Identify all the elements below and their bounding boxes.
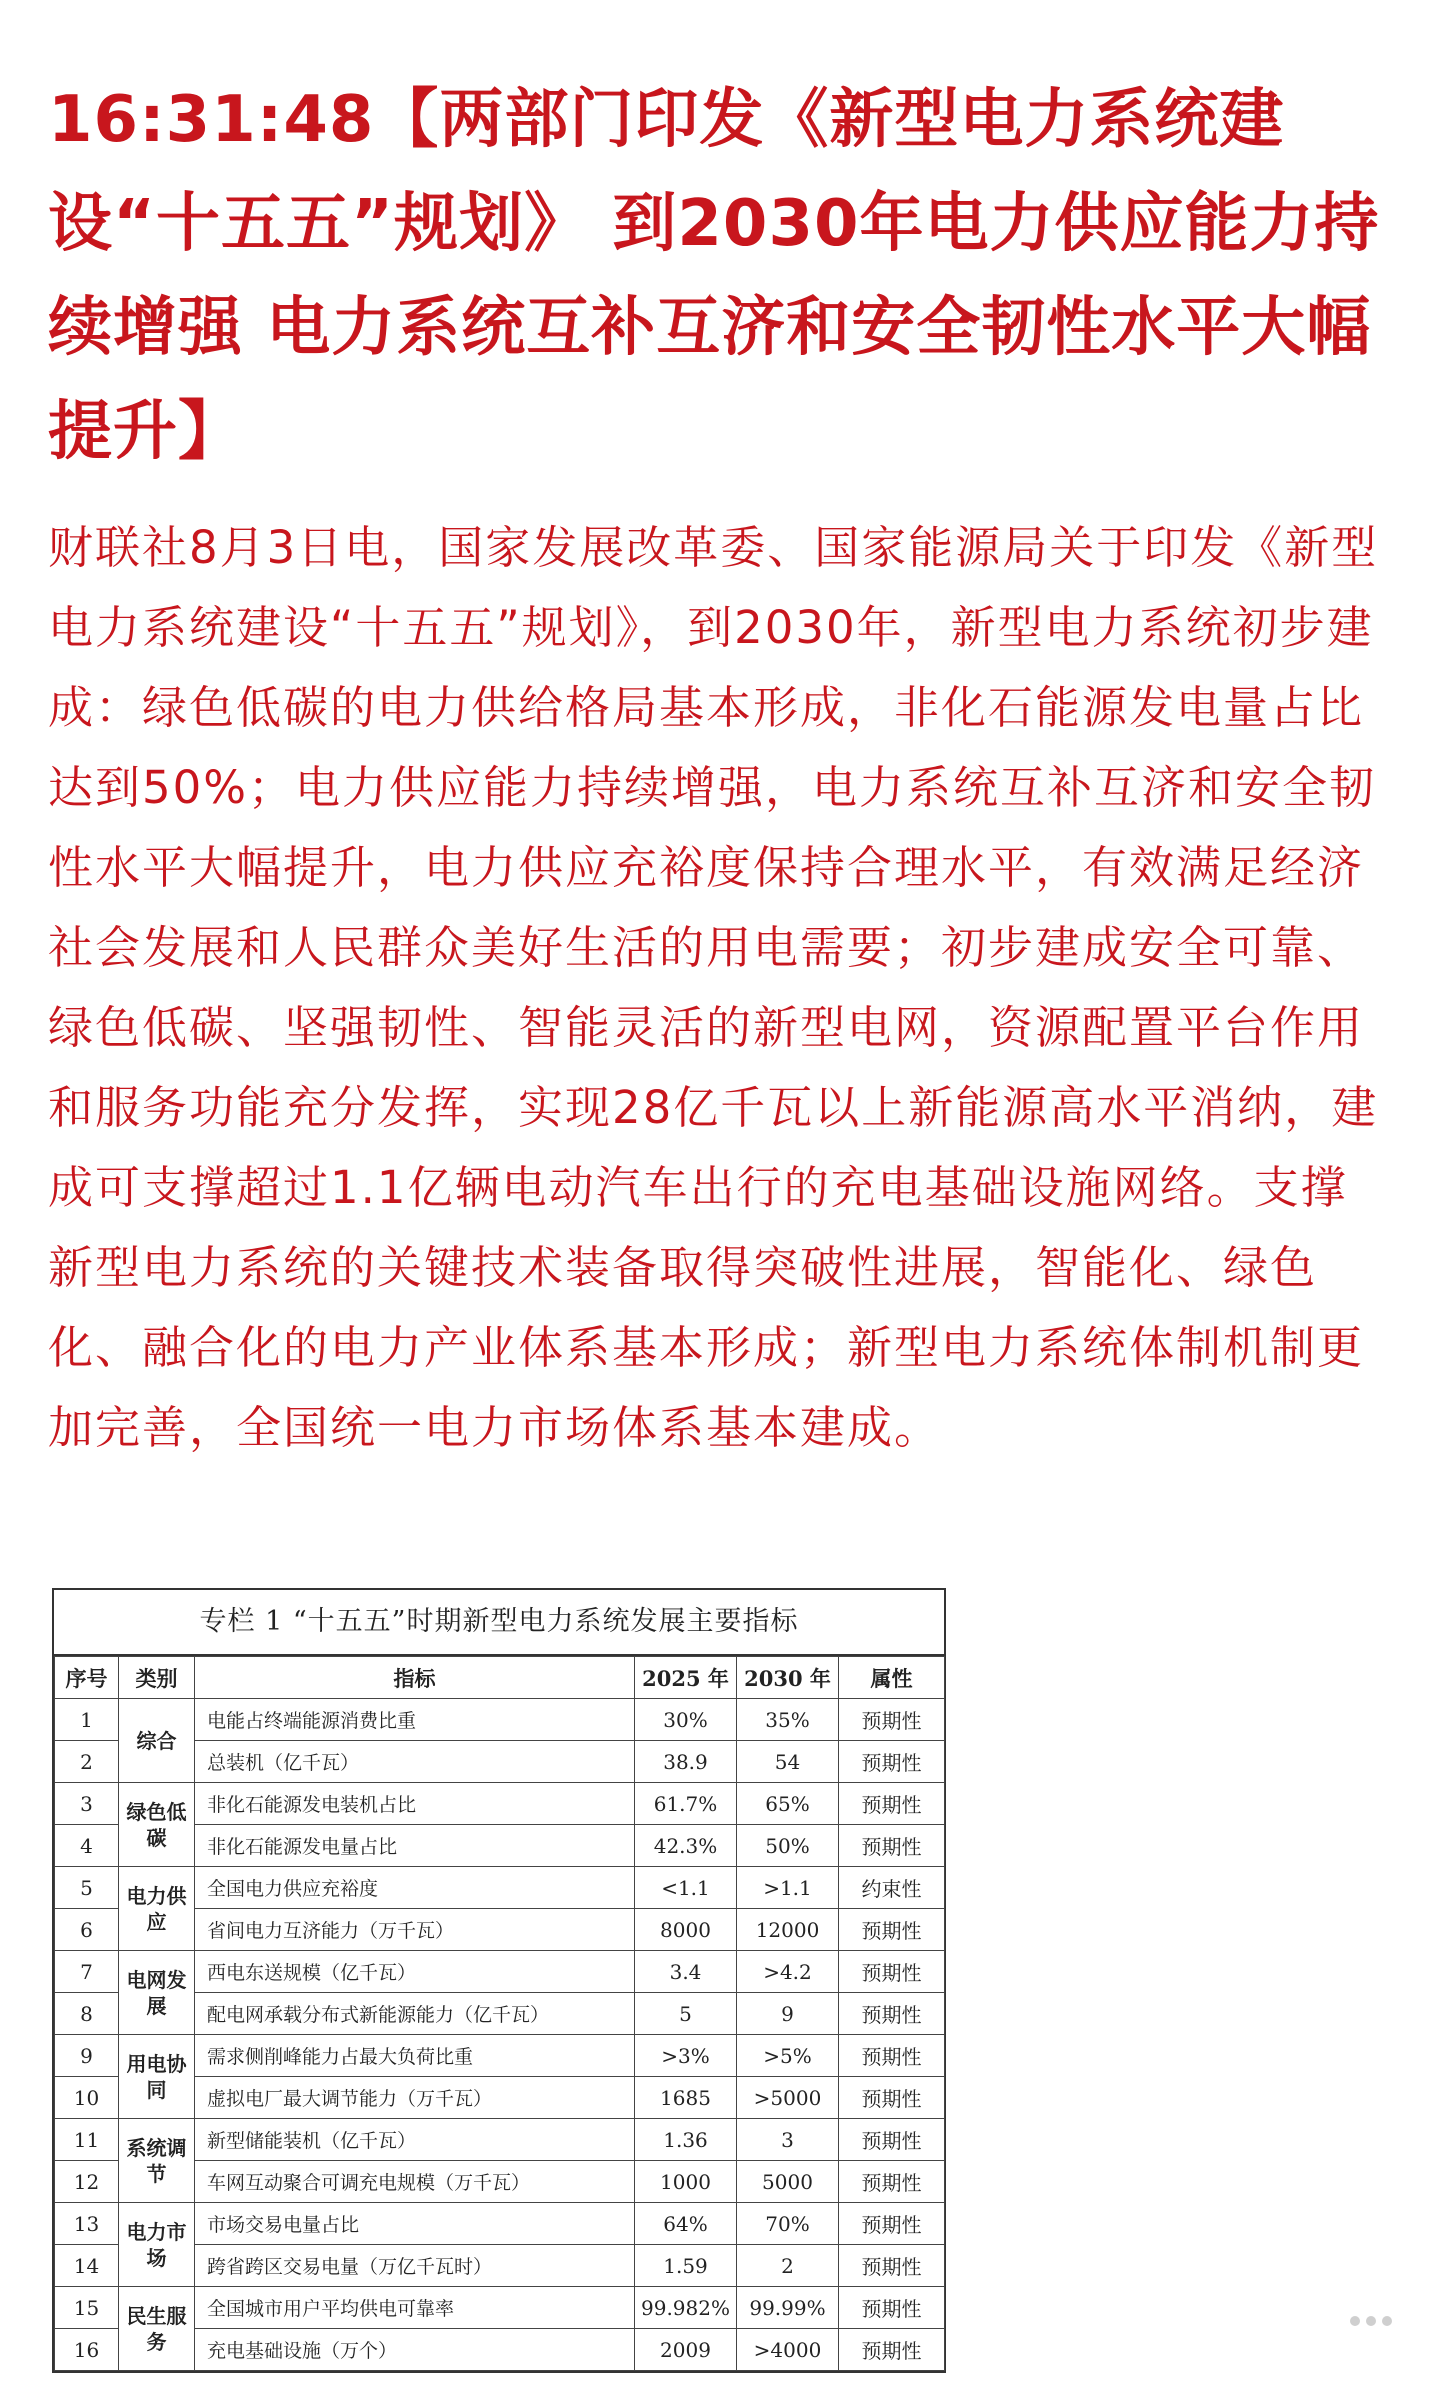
row-attr: 预期性 xyxy=(839,2329,945,2371)
header-no: 序号 xyxy=(55,1657,119,1699)
table-row xyxy=(55,2119,945,2161)
category-cell: 电力供应 xyxy=(119,1867,195,1951)
row-2025: >3% xyxy=(635,2035,737,2077)
row-no: 16 xyxy=(55,2329,119,2371)
row-indicator: 全国电力供应充裕度 xyxy=(195,1867,635,1909)
row-attr: 预期性 xyxy=(839,1699,945,1741)
row-indicator: 省间电力互济能力（万千瓦） xyxy=(195,1909,635,1951)
row-2025: 1000 xyxy=(635,2161,737,2203)
row-2030: 99.99% xyxy=(737,2287,839,2329)
row-no: 10 xyxy=(55,2077,119,2119)
row-attr: 预期性 xyxy=(839,1909,945,1951)
row-2030: 12000 xyxy=(737,1909,839,1951)
row-attr: 预期性 xyxy=(839,1993,945,2035)
header-2025: 2025 年 xyxy=(635,1657,737,1699)
row-no: 5 xyxy=(55,1867,119,1909)
category-cell: 综合 xyxy=(119,1699,195,1783)
row-no: 12 xyxy=(55,2161,119,2203)
watermark-dots xyxy=(1350,2316,1392,2326)
row-no: 1 xyxy=(55,1699,119,1741)
row-indicator: 非化石能源发电量占比 xyxy=(195,1825,635,1867)
row-2030: 70% xyxy=(737,2203,839,2245)
row-no: 13 xyxy=(55,2203,119,2245)
indicator-grid xyxy=(54,1656,945,2371)
table-title: 专栏 1 “十五五”时期新型电力系统发展主要指标 xyxy=(54,1590,944,1656)
row-2030: 2 xyxy=(737,2245,839,2287)
row-2025: <1.1 xyxy=(635,1867,737,1909)
row-attr: 预期性 xyxy=(839,2119,945,2161)
table-row xyxy=(55,2287,945,2329)
row-indicator: 跨省跨区交易电量（万亿千瓦时） xyxy=(195,2245,635,2287)
row-2025: 99.982% xyxy=(635,2287,737,2329)
row-2030: 35% xyxy=(737,1699,839,1741)
header-category: 类别 xyxy=(119,1657,195,1699)
row-2030: 5000 xyxy=(737,2161,839,2203)
row-attr: 预期性 xyxy=(839,1825,945,1867)
row-attr: 预期性 xyxy=(839,2035,945,2077)
table-row xyxy=(55,1699,945,1741)
dot-icon xyxy=(1382,2316,1392,2326)
row-no: 6 xyxy=(55,1909,119,1951)
row-no: 11 xyxy=(55,2119,119,2161)
table-row xyxy=(55,2203,945,2245)
row-no: 8 xyxy=(55,1993,119,2035)
row-attr: 约束性 xyxy=(839,1867,945,1909)
row-2025: 38.9 xyxy=(635,1741,737,1783)
row-2030: >5000 xyxy=(737,2077,839,2119)
row-indicator: 电能占终端能源消费比重 xyxy=(195,1699,635,1741)
row-indicator: 车网互动聚合可调充电规模（万千瓦） xyxy=(195,2161,635,2203)
category-cell: 绿色低碳 xyxy=(119,1783,195,1867)
row-2030: 65% xyxy=(737,1783,839,1825)
row-attr: 预期性 xyxy=(839,2203,945,2245)
indicator-table xyxy=(52,1588,946,2373)
table-row xyxy=(55,1867,945,1909)
row-2030: 50% xyxy=(737,1825,839,1867)
row-no: 2 xyxy=(55,1741,119,1783)
row-no: 14 xyxy=(55,2245,119,2287)
row-2030: >1.1 xyxy=(737,1867,839,1909)
row-attr: 预期性 xyxy=(839,2161,945,2203)
row-indicator: 配电网承载分布式新能源能力（亿千瓦） xyxy=(195,1993,635,2035)
row-2025: 1.59 xyxy=(635,2245,737,2287)
row-indicator: 虚拟电厂最大调节能力（万千瓦） xyxy=(195,2077,635,2119)
row-2025: 5 xyxy=(635,1993,737,2035)
row-indicator: 新型储能装机（亿千瓦） xyxy=(195,2119,635,2161)
article-body: 财联社8月3日电，国家发展改革委、国家能源局关于印发《新型电力系统建设“十五五”规划》，到2030年，新型电力系统初步建成：绿色低碳的电力供给格局基本形成，非化石能源发电量占比达到50%；电力供应能力持续增强，电力系统互补互济和安全韧性水平大幅提升，电力供应充裕度保持合理水平，有效满足经济社会发展和人民群众美好生活的用电需要；初步建成安全可靠、绿色低碳、坚强韧性、智能灵活的新型电网，资源配置平台作用和服务功能充分发挥，实现28亿千瓦以上新能源高水平消纳，建成可支撑超过1.1亿辆电动汽车出行的充电基础设施网络。支撑新型电力系统的关键技术装备取得突破性进展，智能化、绿色化、融合化的电力产业体系基本形成；新型电力系统体制机制更加完善，全国统一电力市场体系基本建成。 xyxy=(48,521,1379,1454)
row-no: 4 xyxy=(55,1825,119,1867)
table-row xyxy=(55,2035,945,2077)
row-2030: >5% xyxy=(737,2035,839,2077)
row-2030: 9 xyxy=(737,1993,839,2035)
category-cell: 电网发展 xyxy=(119,1951,195,2035)
row-attr: 预期性 xyxy=(839,1783,945,1825)
row-indicator: 西电东送规模（亿千瓦） xyxy=(195,1951,635,1993)
row-2030: >4.2 xyxy=(737,1951,839,1993)
row-2030: 54 xyxy=(737,1741,839,1783)
row-2025: 42.3% xyxy=(635,1825,737,1867)
row-2025: 1685 xyxy=(635,2077,737,2119)
row-no: 9 xyxy=(55,2035,119,2077)
row-2025: 30% xyxy=(635,1699,737,1741)
row-indicator: 需求侧削峰能力占最大负荷比重 xyxy=(195,2035,635,2077)
row-attr: 预期性 xyxy=(839,1951,945,1993)
table-header-row xyxy=(55,1657,945,1699)
row-attr: 预期性 xyxy=(839,2245,945,2287)
row-2030: >4000 xyxy=(737,2329,839,2371)
row-indicator: 充电基础设施（万个） xyxy=(195,2329,635,2371)
row-2025: 1.36 xyxy=(635,2119,737,2161)
row-indicator: 总装机（亿千瓦） xyxy=(195,1741,635,1783)
table-row xyxy=(55,1951,945,1993)
category-cell: 系统调节 xyxy=(119,2119,195,2203)
category-cell: 电力市场 xyxy=(119,2203,195,2287)
category-cell: 民生服务 xyxy=(119,2287,195,2371)
dot-icon xyxy=(1366,2316,1376,2326)
header-2030: 2030 年 xyxy=(737,1657,839,1699)
row-no: 7 xyxy=(55,1951,119,1993)
row-attr: 预期性 xyxy=(839,2287,945,2329)
dot-icon xyxy=(1350,2316,1360,2326)
row-no: 15 xyxy=(55,2287,119,2329)
row-indicator: 非化石能源发电装机占比 xyxy=(195,1783,635,1825)
row-indicator: 全国城市用户平均供电可靠率 xyxy=(195,2287,635,2329)
row-2025: 3.4 xyxy=(635,1951,737,1993)
row-2025: 64% xyxy=(635,2203,737,2245)
row-2025: 2009 xyxy=(635,2329,737,2371)
row-indicator: 市场交易电量占比 xyxy=(195,2203,635,2245)
row-attr: 预期性 xyxy=(839,1741,945,1783)
header-attr: 属性 xyxy=(839,1657,945,1699)
headline: 16:31:48【两部门印发《新型电力系统建设“十五五”规划》 到2030年电力供应能力持续增强 电力系统互补互济和安全韧性水平大幅提升】 xyxy=(48,83,1380,469)
row-no: 3 xyxy=(55,1783,119,1825)
category-cell: 用电协同 xyxy=(119,2035,195,2119)
row-2025: 61.7% xyxy=(635,1783,737,1825)
row-2025: 8000 xyxy=(635,1909,737,1951)
table-row xyxy=(55,1783,945,1825)
row-attr: 预期性 xyxy=(839,2077,945,2119)
header-indicator: 指标 xyxy=(195,1657,635,1699)
row-2030: 3 xyxy=(737,2119,839,2161)
